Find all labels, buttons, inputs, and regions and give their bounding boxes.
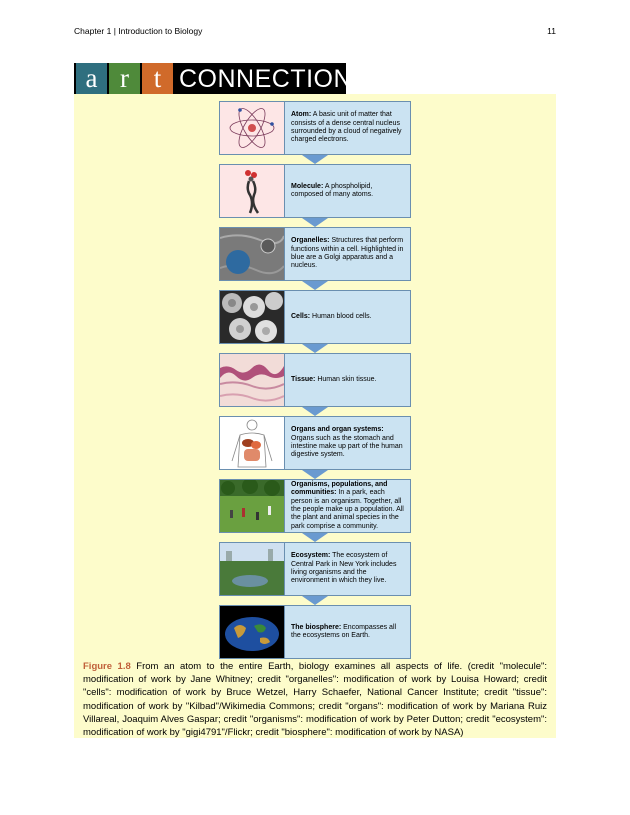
down-arrow-icon [302, 281, 328, 290]
down-arrow-icon [302, 533, 328, 542]
figure-caption [83, 660, 547, 739]
biosphere-title: The biosphere: [291, 623, 342, 631]
level-molecule [219, 164, 411, 218]
level-organelles [219, 227, 411, 281]
tissue-title: Tissue: [291, 375, 316, 383]
level-organs [219, 416, 411, 470]
level-tissue [219, 353, 411, 407]
down-arrow-icon [302, 218, 328, 227]
cells-image [219, 290, 285, 344]
organisms-title: Organisms, populations, and communities: [291, 480, 388, 497]
atom-description [285, 101, 411, 155]
atom-title: Atom: [291, 111, 312, 119]
ecosystem-description [285, 542, 411, 596]
down-arrow-icon [302, 344, 328, 353]
organelles-text: Structures that perform functions within a cell. Highlighted in blue are a Golgi apparatus and a nucleus. [291, 237, 404, 270]
cells-text: Human blood cells. [312, 312, 372, 320]
organs-image [219, 416, 285, 470]
biosphere-image [219, 605, 285, 659]
tissue-image [219, 353, 285, 407]
atom-text: A basic unit of matter that consists of a dense central nucleus surrounded by a cloud of negatively charged electrons. [291, 111, 402, 144]
organisms-description [285, 479, 411, 533]
ecosystem-text: The ecosystem of Central Park in New York includes living organisms and the environment in which they live. [291, 552, 397, 585]
figure-label: Figure 1.8 [83, 661, 131, 672]
molecule-text: A phospholipid, composed of many atoms. [291, 182, 374, 198]
organs-text: Organs such as the stomach and intestine make up part of the human digestive system. [291, 434, 403, 459]
chapter-title: Chapter 1 | Introduction to Biology [74, 26, 203, 36]
level-ecosystem [219, 542, 411, 596]
art-connection-banner [74, 63, 353, 94]
banner-letter-r: r [109, 63, 140, 94]
cells-title: Cells: [291, 312, 311, 320]
organelles-image [219, 227, 285, 281]
level-organisms [219, 479, 411, 533]
atom-image [219, 101, 285, 155]
biosphere-description [285, 605, 411, 659]
molecule-title: Molecule: [291, 182, 324, 190]
running-head [74, 26, 556, 36]
organelles-title: Organelles: [291, 237, 330, 245]
organs-title: Organs and organ systems: [291, 426, 384, 434]
down-arrow-icon [302, 470, 328, 479]
organisms-image [219, 479, 285, 533]
page-number: 11 [547, 26, 556, 36]
cells-description [285, 290, 411, 344]
ecosystem-title: Ecosystem: [291, 552, 331, 560]
banner-letter-t: t [142, 63, 173, 94]
figure-caption-text: From an atom to the entire Earth, biology examines all aspects of life. (credit "molecule": modification of work by Jane Whitney; credit "organelles": modification of work by Louisa Howard; credit "cells": modification of work by Bruce Wetzel, Harry Schaefer, National Cancer Institute; credit "tissue": modification of work by "Kilbad"/Wikimedia Commons; credit "organs": modification of work by Mariana Ruiz Villareal, Joaquim Alves Gaspar; credit "organisms": modification of work by Peter Dutton; credit "ecosystem": modification of work by "gigi4791"/Flickr; credit "biosphere": modification of work by NASA) [83, 661, 547, 739]
organelles-description [285, 227, 411, 281]
organs-description [285, 416, 411, 470]
molecule-image [219, 164, 285, 218]
organisms-text: In a park, each person is an organism. Together, all the people make up a population. All the plant and animal species in the park comprise a community. [291, 489, 404, 530]
biosphere-text: Encompasses all the ecosystems on Earth. [291, 623, 397, 639]
level-biosphere [219, 605, 411, 659]
tissue-description [285, 353, 411, 407]
down-arrow-icon [302, 407, 328, 416]
ecosystem-image [219, 542, 285, 596]
tissue-text: Human skin tissue. [317, 375, 377, 383]
level-cells [219, 290, 411, 344]
banner-letter-a: a [76, 63, 107, 94]
down-arrow-icon [302, 155, 328, 164]
down-arrow-icon [302, 596, 328, 605]
level-atom [219, 101, 411, 155]
banner-word: CONNECTION [179, 65, 353, 93]
molecule-description [285, 164, 411, 218]
